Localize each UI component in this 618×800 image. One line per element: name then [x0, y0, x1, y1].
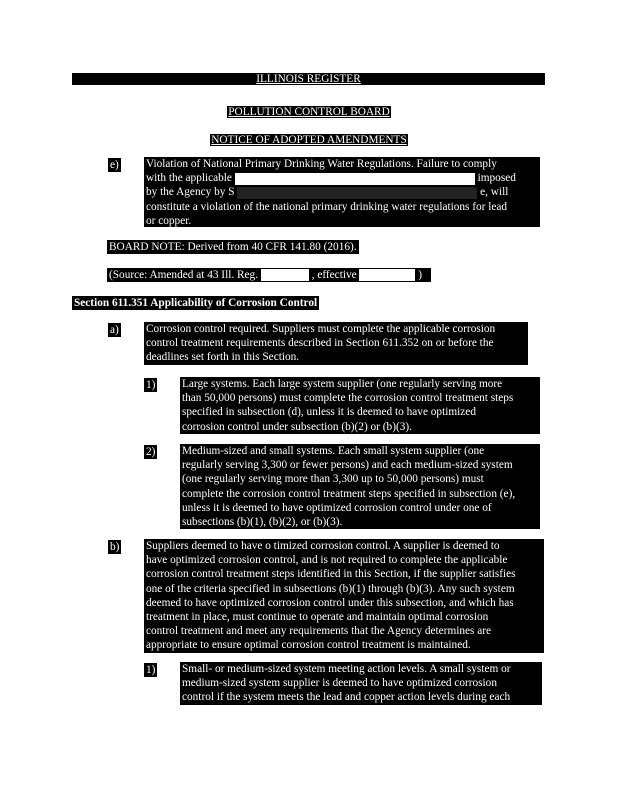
para-b-label: b) [110, 541, 120, 553]
para-a-line: Corrosion control required. Suppliers must complete the applicable corrosion [146, 323, 496, 335]
para-a-line: deadlines set forth in this Section. [146, 351, 300, 364]
source-part-1: (Source: Amended at 43 Ill. Reg. [109, 269, 259, 281]
para-a-label: a) [110, 324, 119, 336]
para-a1-line: Large systems. Each large system supplier (one regularly serving more [182, 378, 503, 390]
para-e-line-3a: by the Agency by S [146, 186, 235, 199]
para-b-line: corrosion control treatment steps identified in this Section, if the supplier satisfies [146, 568, 516, 581]
redaction-box [359, 269, 415, 281]
board-title-line [0, 102, 618, 120]
source-line [107, 268, 431, 282]
redaction-box [235, 173, 475, 185]
para-a2-line: subsections (b)(1), (b)(2), or (b)(3). [182, 516, 343, 529]
para-e-line-4: constitute a violation of the national primary drinking water regulations for lead [146, 200, 508, 213]
para-e-line-3 [146, 185, 538, 199]
source-part-3: ) [418, 269, 423, 281]
para-a2-label: 2) [146, 446, 156, 458]
para-a2-line: regularly serving 3,300 or fewer persons) and each medium-sized system [182, 459, 513, 472]
para-a2-line: (one regularly serving more than 3,300 up to 50,000 persons) must [182, 473, 484, 486]
para-a2-line: Medium-sized and small systems. Each small system supplier (one [182, 445, 485, 457]
para-e-line-2 [146, 171, 538, 185]
para-a1-line: specified in subsection (d), unless it is deemed to have optimized [182, 406, 476, 419]
para-b1-label: 1) [146, 664, 156, 676]
para-e-label: e) [110, 159, 119, 171]
para-a2-text [180, 444, 540, 529]
notice-title: NOTICE OF ADOPTED AMENDMENTS [211, 134, 407, 146]
para-b-line: control treatment and meet any requirements that the Agency determines are [146, 625, 492, 638]
para-a-text [144, 322, 528, 365]
register-title: ILLINOIS REGISTER [256, 73, 361, 85]
para-b-line: one of the criteria specified in subsections (b)(1) through (b)(3). Any such system [146, 582, 515, 595]
para-a1-line: corrosion control under subsection (b)(2) or (b)(3). [182, 420, 412, 433]
board-title: POLLUTION CONTROL BOARD [228, 106, 390, 118]
para-b-line: treatment in place, must continue to operate and maintain optimal corrosion [146, 611, 489, 624]
redaction-box [261, 269, 309, 281]
notice-title-line [0, 130, 618, 148]
para-b-text [144, 539, 544, 653]
para-e-line-5: or copper. [146, 214, 192, 227]
para-a1-label: 1) [146, 379, 156, 391]
para-a-line: control treatment requirements described in Section 611.352 on or before the [146, 337, 494, 350]
section-heading: Section 611.351 Applicability of Corrosion Control [74, 297, 318, 309]
para-e-line-1: Violation of National Primary Drinking Water Regulations. Failure to comply [146, 158, 497, 170]
para-e-line-2a: with the applicable [146, 172, 232, 185]
para-b1-line: medium-sized system supplier is deemed to have optimized corrosion [182, 677, 497, 690]
board-note: BOARD NOTE: Derived from 40 CFR 141.80 (2016). [109, 241, 357, 253]
para-b1-line: Small- or medium-sized system meeting action levels. A small system or [182, 663, 511, 675]
para-b-line: appropriate to ensure optimal corrosion control treatment is maintained. [146, 639, 471, 652]
para-a2-line: unless it is deemed to have optimized corrosion control under one of [182, 501, 492, 514]
para-a1-line: than 50,000 persons) must complete the corrosion control treatment steps [182, 392, 514, 405]
para-b1-line: control if the system meets the lead and copper action levels during each [182, 691, 511, 704]
para-b-line: deemed to have optimized corrosion control under this subsection, and which has [146, 596, 514, 609]
para-b-line: have optimized corrosion control, and is not required to complete the applicable [146, 554, 508, 567]
redaction-box [237, 187, 477, 199]
para-b-line: Suppliers deemed to have o timized corrosion control. A supplier is deemed to [146, 540, 500, 552]
para-a1-text [180, 377, 540, 434]
para-e-line-2b: imposed [477, 172, 516, 185]
para-e-line-3b: e, will [480, 186, 509, 199]
source-part-2: , effective [311, 269, 357, 281]
para-a2-line: complete the corrosion control treatment steps specified in subsection (e), [182, 487, 516, 500]
para-e-text [144, 157, 540, 227]
para-b1-text [180, 662, 542, 705]
